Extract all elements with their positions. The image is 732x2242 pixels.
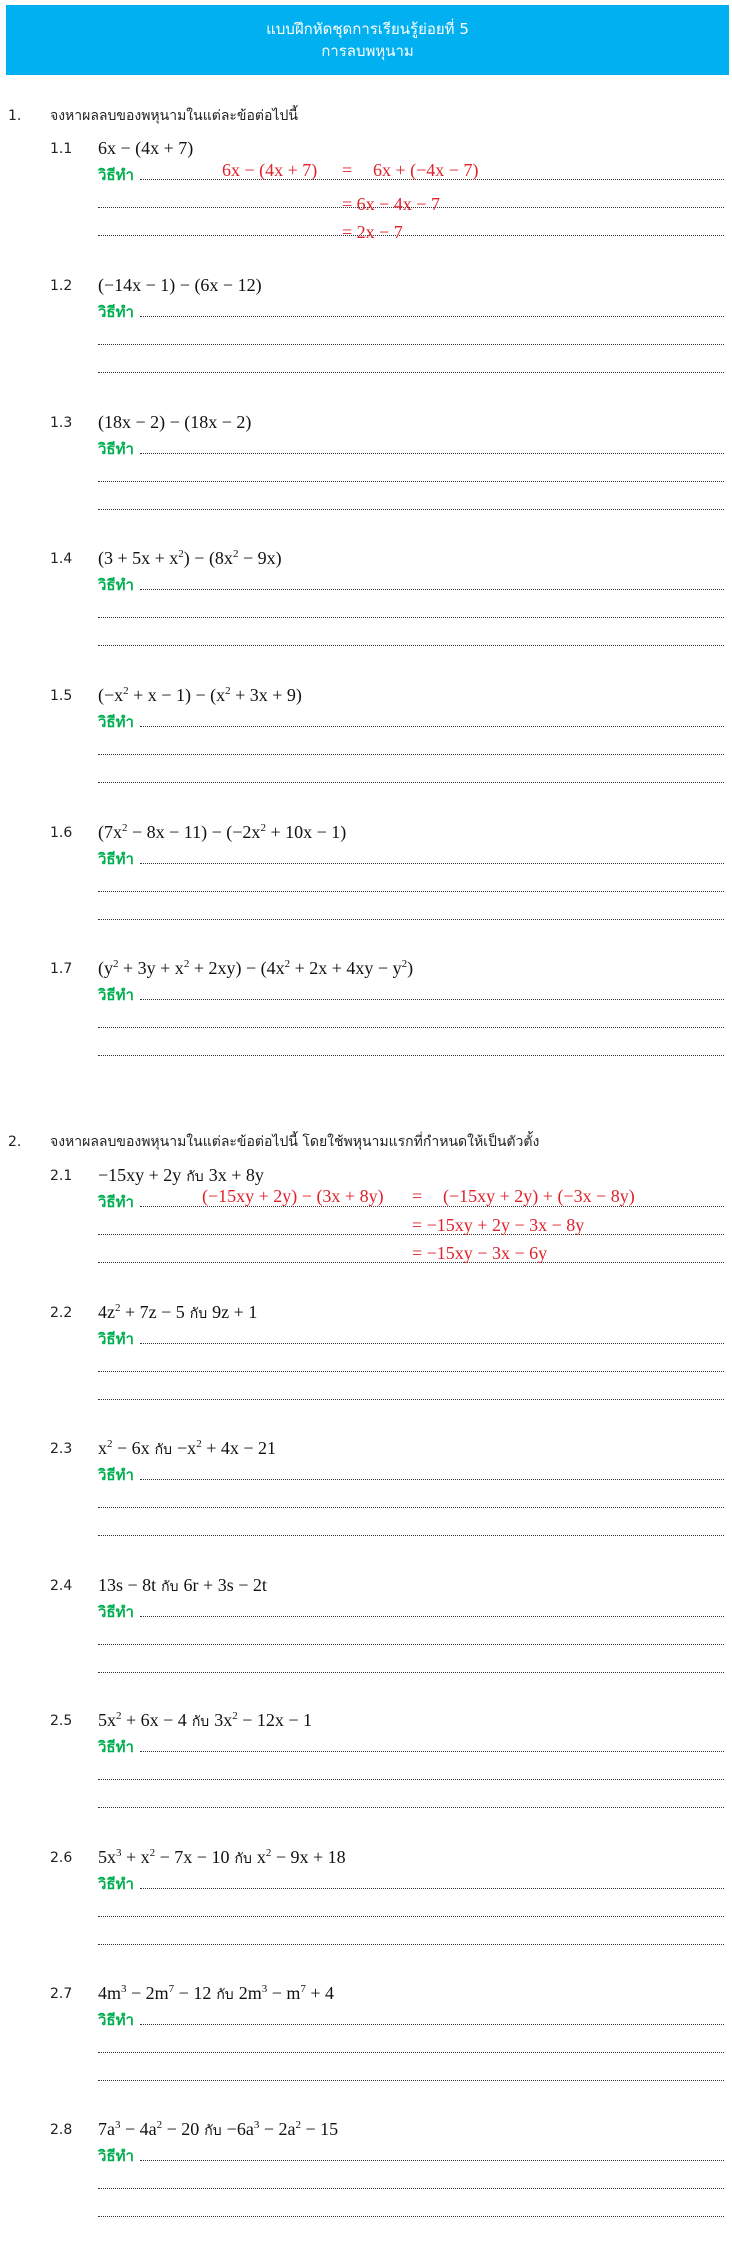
exercise-expression [98, 2119, 338, 2142]
answer-line[interactable] [140, 316, 724, 317]
worksheet-header [6, 5, 729, 75]
answer-line[interactable] [140, 453, 724, 454]
solution-1-1-line1-left: 6x − (4x + 7) [222, 160, 318, 180]
exercise-number: 1.2 [50, 278, 73, 294]
answer-line[interactable] [98, 1262, 724, 1263]
exercise-expression [98, 1575, 267, 1598]
answer-line[interactable] [98, 1234, 724, 1235]
answer-line[interactable] [98, 1672, 724, 1673]
answer-line[interactable] [98, 645, 724, 646]
answer-line[interactable] [98, 754, 724, 755]
method-label: วิธีทำ [98, 2011, 134, 2029]
polynomial-a: $5x^3 + x^2 - 7x - 10$ [98, 1847, 230, 1867]
section-number: 1. [8, 108, 22, 124]
exercise-expression: $(7x^2 - 8x - 11) - (-2x^2 + 10x - 1)$ [98, 822, 347, 842]
method-label: วิธีทำ [98, 850, 134, 868]
exercise-expression: $(y^2 + 3y + x^2 + 2xy) - (4x^2 + 2x + 4xy - y^2)$ [98, 958, 414, 978]
solution-1-1-line2: = 6x − 4x − 7 [342, 194, 440, 214]
exercise-expression: $(3 + 5x + x^2) - (8x^2 - 9x)$ [98, 548, 282, 568]
exercise-expression: 6x − (4x + 7) [98, 138, 194, 158]
connector-word: กับ [186, 1169, 204, 1185]
answer-line[interactable] [98, 235, 724, 236]
section-1-title [8, 105, 298, 127]
solution-2-1-line1-eq: = [412, 1186, 423, 1206]
answer-line[interactable] [98, 2188, 724, 2189]
section-2-title [8, 1131, 539, 1153]
exercise-expression: (18x − 2) − (18x − 2) [98, 412, 252, 432]
answer-line[interactable] [98, 1507, 724, 1508]
answer-line[interactable] [98, 481, 724, 482]
solution-2-1-line1-left: (−15xy + 2y) − (3x + 8y) [202, 1186, 384, 1206]
polynomial-a: $7a^3 - 4a^2 - 20$ [98, 2119, 200, 2139]
exercise-number: 2.5 [50, 1713, 73, 1729]
exercise-number: 2.4 [50, 1578, 73, 1594]
solution-2-1-line1-right: (−15xy + 2y) + (−3x − 8y) [443, 1186, 635, 1206]
answer-line[interactable] [140, 589, 724, 590]
connector-word: กับ [191, 1714, 210, 1730]
answer-line[interactable] [98, 782, 724, 783]
method-label: วิธีทำ [98, 1193, 134, 1211]
answer-line[interactable] [98, 2052, 724, 2053]
solution-1-1-line3: = 2x − 7 [342, 222, 403, 242]
answer-line[interactable] [140, 1751, 724, 1752]
answer-line[interactable] [98, 919, 724, 920]
method-label: วิธีทำ [98, 2147, 134, 2165]
exercise-number: 1.1 [50, 141, 73, 157]
answer-line[interactable] [98, 2080, 724, 2081]
answer-line[interactable] [98, 1027, 724, 1028]
solution-1-1-line1-eq: = [342, 160, 353, 180]
answer-line[interactable] [98, 2216, 724, 2217]
section-instruction: จงหาผลลบของพหุนามในแต่ละข้อต่อไปนี้ โดยใช้พหุนามแรกที่กำหนดให้เป็นตัวตั้ง [50, 1134, 540, 1150]
polynomial-b: $2m^3 - m^7 + 4$ [238, 1983, 335, 2003]
connector-word: กับ [154, 1442, 173, 1458]
solution-2-1-line3: = −15xy − 3x − 6y [412, 1243, 548, 1263]
method-label: วิธีทำ [98, 303, 134, 321]
answer-line[interactable] [98, 617, 724, 618]
polynomial-b: 9z + 1 [212, 1302, 258, 1322]
polynomial-a: −15xy + 2y [98, 1165, 182, 1185]
answer-line[interactable] [140, 999, 724, 1000]
connector-word: กับ [234, 1851, 252, 1867]
section-number: 2. [8, 1134, 22, 1150]
method-label: วิธีทำ [98, 1466, 134, 1484]
answer-line[interactable] [140, 1888, 724, 1889]
polynomial-b: $x^2 - 9x + 18$ [256, 1847, 346, 1867]
polynomial-b: $-x^2 + 4x - 21$ [177, 1438, 276, 1458]
answer-line[interactable] [140, 1616, 724, 1617]
exercise-number: 2.8 [50, 2122, 73, 2138]
exercise-expression [98, 1438, 276, 1461]
connector-word: กับ [216, 1987, 234, 2003]
answer-line[interactable] [140, 2160, 724, 2161]
solution-1-1-line1-right: 6x + (−4x − 7) [373, 160, 479, 180]
solution-2-1-line2: = −15xy + 2y − 3x − 8y [412, 1215, 585, 1235]
answer-line[interactable] [98, 1535, 724, 1536]
exercise-number: 2.6 [50, 1850, 73, 1866]
exercise-expression [98, 1710, 312, 1733]
exercise-expression [98, 1165, 264, 1188]
method-label: วิธีทำ [98, 166, 134, 184]
exercise-number: 2.2 [50, 1305, 73, 1321]
exercise-expression: (−14x − 1) − (6x − 12) [98, 275, 262, 295]
answer-line[interactable] [140, 2024, 724, 2025]
answer-line[interactable] [98, 344, 724, 345]
answer-line[interactable] [98, 1916, 724, 1917]
exercise-number: 1.4 [50, 551, 73, 567]
exercise-expression [98, 1983, 334, 2006]
answer-line[interactable] [98, 1399, 724, 1400]
polynomial-a: $x^2 - 6x$ [98, 1438, 150, 1458]
method-label: วิธีทำ [98, 713, 134, 731]
polynomial-a: $4m^3 - 2m^7 - 12$ [98, 1983, 212, 2003]
exercise-expression: $(-x^2 + x - 1) - (x^2 + 3x + 9)$ [98, 685, 302, 705]
exercise-number: 2.3 [50, 1441, 73, 1457]
method-label: วิธีทำ [98, 1875, 134, 1893]
section-instruction: จงหาผลลบของพหุนามในแต่ละข้อต่อไปนี้ [50, 108, 298, 124]
worksheet-subtitle: การลบพหุนาม [321, 42, 414, 60]
exercise-number: 1.6 [50, 825, 73, 841]
answer-line[interactable] [98, 891, 724, 892]
method-label: วิธีทำ [98, 1603, 134, 1621]
polynomial-a: 13s − 8t [98, 1575, 157, 1595]
answer-line[interactable] [140, 726, 724, 727]
polynomial-b: $3x^2 - 12x - 1$ [214, 1710, 312, 1730]
answer-line[interactable] [98, 1371, 724, 1372]
answer-line[interactable] [98, 1944, 724, 1945]
connector-word: กับ [161, 1579, 179, 1595]
answer-line[interactable] [98, 1055, 724, 1056]
answer-line[interactable] [140, 1343, 724, 1344]
exercise-number: 2.7 [50, 1986, 73, 2002]
method-label: วิธีทำ [98, 986, 134, 1004]
answer-line[interactable] [140, 1479, 724, 1480]
exercise-expression [98, 1302, 257, 1325]
connector-word: กับ [204, 2123, 222, 2139]
method-label: วิธีทำ [98, 1330, 134, 1348]
answer-line[interactable] [98, 509, 724, 510]
exercise-expression [98, 1847, 346, 1870]
answer-line[interactable] [98, 1807, 724, 1808]
connector-word: กับ [189, 1306, 208, 1322]
polynomial-a: $4z^2 + 7z - 5$ [98, 1302, 185, 1322]
polynomial-a: $5x^2 + 6x - 4$ [98, 1710, 187, 1730]
exercise-number: 1.3 [50, 415, 73, 431]
polynomial-b: $-6a^3 - 2a^2 - 15$ [226, 2119, 339, 2139]
answer-line[interactable] [98, 1644, 724, 1645]
exercise-number: 1.5 [50, 688, 73, 704]
exercise-number: 2.1 [50, 1168, 73, 1184]
method-label: วิธีทำ [98, 576, 134, 594]
method-label: วิธีทำ [98, 1738, 134, 1756]
answer-line[interactable] [98, 1779, 724, 1780]
exercise-number: 1.7 [50, 961, 73, 977]
method-label: วิธีทำ [98, 440, 134, 458]
polynomial-b: 6r + 3s − 2t [183, 1575, 267, 1595]
answer-line[interactable] [140, 863, 724, 864]
answer-line[interactable] [98, 372, 724, 373]
polynomial-b: 3x + 8y [208, 1165, 264, 1185]
worksheet-title: แบบฝึกหัดชุดการเรียนรู้ย่อยที่ 5 [266, 20, 469, 38]
